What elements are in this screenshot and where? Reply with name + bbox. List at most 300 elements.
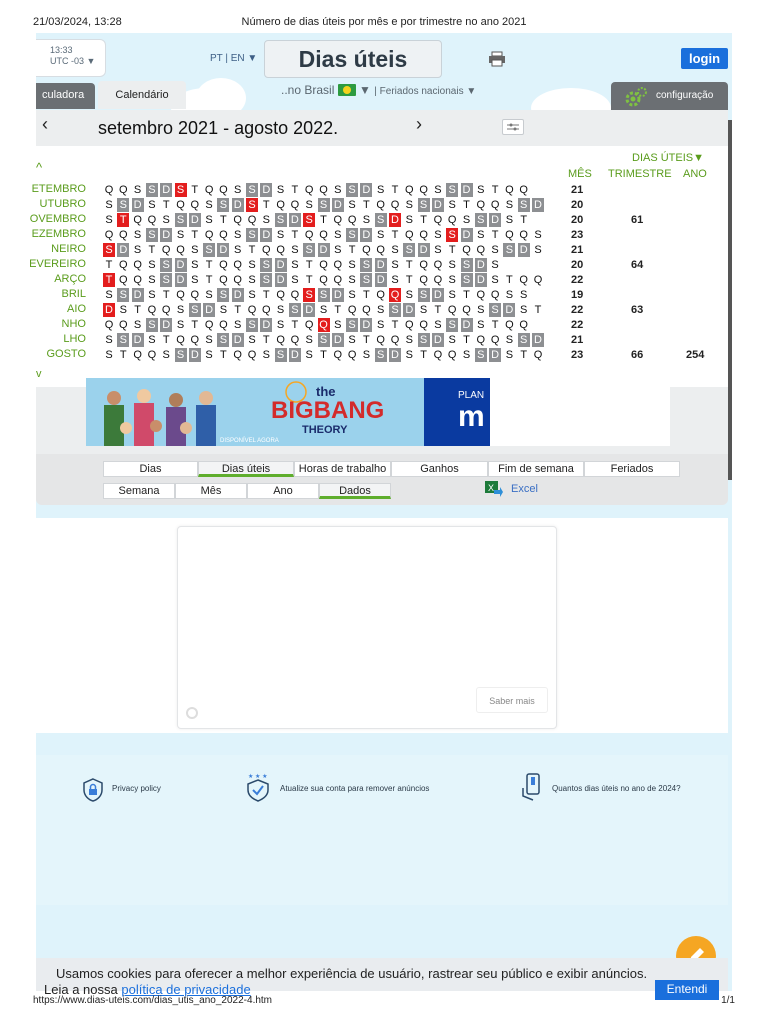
day-cell[interactable]: T bbox=[405, 259, 413, 271]
day-cell[interactable]: Q bbox=[519, 184, 528, 196]
day-cell[interactable]: T bbox=[262, 199, 270, 211]
day-cell[interactable]: Q bbox=[119, 184, 128, 196]
day-cell[interactable]: T bbox=[191, 184, 199, 196]
day-cell[interactable]: Q bbox=[476, 334, 486, 346]
next-period-button[interactable]: › bbox=[416, 114, 422, 134]
day-cell[interactable]: S bbox=[346, 183, 358, 197]
day-cell[interactable]: Q bbox=[505, 184, 514, 196]
tab-ganhos[interactable]: Ganhos bbox=[391, 461, 488, 477]
country-selector[interactable] bbox=[281, 83, 476, 97]
day-cell[interactable]: D bbox=[332, 288, 344, 302]
tab-fim-de-semana[interactable]: Fim de semana bbox=[488, 461, 584, 477]
day-cell[interactable]: S bbox=[391, 244, 399, 256]
day-cell[interactable]: Q bbox=[104, 229, 114, 241]
day-cell[interactable]: T bbox=[363, 334, 370, 346]
day-cell[interactable]: S bbox=[119, 304, 127, 316]
day-cell[interactable]: D bbox=[160, 228, 172, 242]
day-cell[interactable]: Q bbox=[133, 214, 142, 226]
day-cell[interactable]: Q bbox=[219, 184, 228, 196]
tab-semana[interactable]: Semana bbox=[103, 483, 175, 499]
day-cell[interactable]: Q bbox=[419, 259, 428, 271]
day-cell[interactable]: S bbox=[462, 214, 471, 226]
tab-dados[interactable]: Dados bbox=[319, 483, 391, 499]
day-cell[interactable]: S bbox=[534, 229, 542, 241]
day-cell[interactable]: T bbox=[262, 334, 270, 346]
day-cell[interactable]: Q bbox=[119, 319, 128, 331]
day-cell[interactable]: S bbox=[117, 333, 129, 347]
day-cell[interactable]: Q bbox=[233, 214, 242, 226]
day-cell[interactable]: Q bbox=[447, 304, 457, 316]
day-cell[interactable]: S bbox=[234, 319, 242, 331]
day-cell[interactable]: D bbox=[475, 273, 487, 287]
day-cell[interactable]: T bbox=[291, 319, 299, 331]
day-cell[interactable]: S bbox=[405, 214, 413, 226]
day-cell[interactable]: T bbox=[391, 184, 399, 196]
day-cell[interactable]: S bbox=[205, 334, 213, 346]
day-cell[interactable]: S bbox=[105, 349, 113, 361]
day-cell[interactable]: S bbox=[405, 334, 413, 346]
day-cell[interactable]: S bbox=[303, 213, 315, 227]
day-cell[interactable]: S bbox=[405, 199, 413, 211]
day-cell[interactable]: Q bbox=[219, 259, 228, 271]
day-cell[interactable]: Q bbox=[247, 349, 257, 361]
day-cell[interactable]: S bbox=[162, 349, 170, 361]
day-cell[interactable]: S bbox=[446, 318, 458, 332]
day-cell[interactable]: S bbox=[491, 274, 499, 286]
day-cell[interactable]: S bbox=[176, 229, 185, 241]
day-cell[interactable]: S bbox=[518, 333, 530, 347]
day-cell[interactable]: Q bbox=[119, 259, 128, 271]
day-cell[interactable]: T bbox=[291, 229, 299, 241]
day-cell[interactable]: T bbox=[391, 319, 399, 331]
tab-dias-uteis[interactable]: Dias úteis bbox=[198, 461, 294, 477]
day-cell[interactable]: S bbox=[534, 244, 542, 256]
day-cell[interactable]: S bbox=[434, 319, 442, 331]
day-cell[interactable]: Q bbox=[190, 334, 200, 346]
ad-banner[interactable] bbox=[86, 378, 670, 446]
day-cell[interactable]: T bbox=[162, 199, 170, 211]
day-cell[interactable]: Q bbox=[419, 229, 428, 241]
day-cell[interactable]: S bbox=[346, 228, 358, 242]
accept-cookies-button[interactable]: Entendi bbox=[655, 980, 719, 1000]
tab-calculator[interactable]: culadora bbox=[36, 83, 95, 109]
day-cell[interactable]: D bbox=[375, 258, 387, 272]
day-cell[interactable]: S bbox=[148, 274, 156, 286]
day-cell[interactable]: Q bbox=[247, 214, 257, 226]
day-cell[interactable]: D bbox=[489, 213, 501, 227]
day-cell[interactable]: Q bbox=[347, 304, 357, 316]
day-cell[interactable]: Q bbox=[133, 274, 142, 286]
day-cell[interactable]: S bbox=[275, 348, 287, 362]
day-cell[interactable]: S bbox=[217, 198, 229, 212]
day-cell[interactable]: D bbox=[532, 333, 544, 347]
day-cell[interactable]: T bbox=[117, 213, 129, 227]
day-cell[interactable]: S bbox=[477, 229, 485, 241]
day-cell[interactable]: Q bbox=[147, 214, 157, 226]
next-year-question-link[interactable]: Quantos dias úteis no ano de 2024? bbox=[552, 784, 681, 793]
day-cell[interactable]: S bbox=[246, 198, 258, 212]
day-cell[interactable]: S bbox=[148, 199, 156, 211]
day-cell[interactable]: D bbox=[160, 183, 172, 197]
day-cell[interactable]: S bbox=[176, 319, 185, 331]
day-cell[interactable]: Q bbox=[147, 304, 157, 316]
day-cell[interactable]: Q bbox=[333, 274, 343, 286]
day-cell[interactable]: Q bbox=[433, 274, 443, 286]
day-cell[interactable]: Q bbox=[204, 319, 214, 331]
day-cell[interactable]: S bbox=[462, 349, 471, 361]
day-cell[interactable]: Q bbox=[161, 244, 171, 256]
tab-horas-trabalho[interactable]: Horas de trabalho bbox=[294, 461, 391, 477]
day-cell[interactable]: S bbox=[503, 243, 515, 257]
day-cell[interactable]: S bbox=[418, 288, 430, 302]
day-cell[interactable]: Q bbox=[147, 349, 157, 361]
day-cell[interactable]: Q bbox=[376, 289, 385, 301]
day-cell[interactable]: Q bbox=[233, 274, 242, 286]
day-cell[interactable]: T bbox=[491, 319, 499, 331]
day-cell[interactable]: Q bbox=[219, 319, 228, 331]
day-cell[interactable]: S bbox=[276, 229, 285, 241]
day-cell[interactable]: Q bbox=[333, 214, 343, 226]
day-cell[interactable]: D bbox=[332, 333, 344, 347]
day-cell[interactable]: T bbox=[162, 334, 170, 346]
day-cell[interactable]: T bbox=[205, 259, 213, 271]
day-cell[interactable]: S bbox=[520, 289, 528, 301]
page-scrollbar[interactable] bbox=[728, 120, 732, 480]
day-cell[interactable]: Q bbox=[519, 319, 528, 331]
day-cell[interactable]: Q bbox=[376, 244, 385, 256]
day-cell[interactable]: Q bbox=[304, 184, 314, 196]
day-cell[interactable]: S bbox=[334, 244, 342, 256]
day-cell[interactable]: D bbox=[232, 333, 244, 347]
day-cell[interactable]: Q bbox=[304, 229, 314, 241]
day-cell[interactable]: D bbox=[389, 348, 401, 362]
day-cell[interactable]: Q bbox=[447, 214, 457, 226]
day-cell[interactable]: S bbox=[346, 318, 358, 332]
day-cell[interactable]: S bbox=[176, 304, 185, 316]
day-cell[interactable]: S bbox=[191, 244, 199, 256]
day-cell[interactable]: Q bbox=[447, 349, 457, 361]
day-cell[interactable]: Q bbox=[119, 229, 128, 241]
day-cell[interactable]: Q bbox=[419, 319, 428, 331]
day-cell[interactable]: S bbox=[448, 334, 456, 346]
day-cell[interactable]: D bbox=[532, 198, 544, 212]
day-cell[interactable]: Q bbox=[104, 319, 114, 331]
day-cell[interactable]: S bbox=[105, 199, 113, 211]
day-cell[interactable]: S bbox=[105, 334, 113, 346]
day-cell[interactable]: S bbox=[318, 198, 330, 212]
day-cell[interactable]: S bbox=[505, 334, 514, 346]
day-cell[interactable]: T bbox=[220, 214, 227, 226]
learn-more-button[interactable]: Saber mais bbox=[476, 687, 548, 713]
day-cell[interactable]: Q bbox=[390, 334, 400, 346]
day-cell[interactable]: S bbox=[360, 258, 372, 272]
day-cell[interactable]: Q bbox=[304, 319, 314, 331]
day-cell[interactable]: D bbox=[289, 348, 301, 362]
day-cell[interactable]: Q bbox=[533, 274, 543, 286]
day-cell[interactable]: T bbox=[491, 184, 499, 196]
day-cell[interactable]: Q bbox=[390, 199, 400, 211]
day-cell[interactable]: T bbox=[334, 304, 342, 316]
day-cell[interactable]: Q bbox=[276, 199, 285, 211]
day-cell[interactable]: D bbox=[389, 213, 401, 227]
day-cell[interactable]: S bbox=[505, 349, 514, 361]
day-cell[interactable]: S bbox=[520, 304, 528, 316]
day-cell[interactable]: D bbox=[132, 198, 144, 212]
tab-dias[interactable]: Dias bbox=[103, 461, 198, 477]
day-cell[interactable]: Q bbox=[133, 259, 142, 271]
day-cell[interactable]: S bbox=[477, 304, 485, 316]
day-cell[interactable]: Q bbox=[333, 349, 343, 361]
day-cell[interactable]: Q bbox=[476, 244, 486, 256]
day-cell[interactable]: T bbox=[463, 199, 470, 211]
tab-ano[interactable]: Ano bbox=[247, 483, 319, 499]
day-cell[interactable]: S bbox=[434, 184, 442, 196]
day-cell[interactable]: S bbox=[276, 304, 285, 316]
day-cell[interactable]: Q bbox=[161, 304, 171, 316]
day-cell[interactable]: S bbox=[377, 319, 385, 331]
day-cell[interactable]: Q bbox=[419, 274, 428, 286]
day-cell[interactable]: S bbox=[262, 214, 270, 226]
day-cell[interactable]: S bbox=[461, 273, 473, 287]
day-cell[interactable]: T bbox=[363, 199, 370, 211]
prev-period-button[interactable]: ‹ bbox=[42, 114, 48, 134]
day-cell[interactable]: S bbox=[146, 318, 158, 332]
day-cell[interactable]: Q bbox=[362, 244, 371, 256]
excel-icon[interactable] bbox=[484, 480, 504, 498]
day-cell[interactable]: S bbox=[248, 289, 256, 301]
day-cell[interactable]: S bbox=[389, 303, 401, 317]
day-cell[interactable]: S bbox=[117, 288, 129, 302]
day-cell[interactable]: D bbox=[289, 213, 301, 227]
day-cell[interactable]: Q bbox=[490, 334, 500, 346]
day-cell[interactable]: D bbox=[203, 303, 215, 317]
day-cell[interactable]: D bbox=[360, 228, 372, 242]
day-cell[interactable]: Q bbox=[433, 349, 443, 361]
day-cell[interactable]: S bbox=[405, 289, 413, 301]
day-cell[interactable]: S bbox=[246, 183, 258, 197]
day-cell[interactable]: S bbox=[276, 184, 285, 196]
day-cell[interactable]: Q bbox=[133, 349, 142, 361]
day-cell[interactable]: Q bbox=[190, 199, 200, 211]
day-cell[interactable]: Q bbox=[276, 289, 285, 301]
day-cell[interactable]: S bbox=[434, 244, 442, 256]
day-cell[interactable]: D bbox=[260, 228, 272, 242]
day-cell[interactable]: S bbox=[160, 258, 172, 272]
day-cell[interactable]: Q bbox=[319, 184, 328, 196]
day-cell[interactable]: S bbox=[303, 288, 315, 302]
day-cell[interactable]: S bbox=[117, 198, 129, 212]
day-cell[interactable]: D bbox=[489, 348, 501, 362]
day-cell[interactable]: D bbox=[217, 243, 229, 257]
day-cell[interactable]: S bbox=[360, 273, 372, 287]
day-cell[interactable]: D bbox=[432, 333, 444, 347]
day-cell[interactable]: Q bbox=[419, 184, 428, 196]
day-cell[interactable]: S bbox=[191, 259, 199, 271]
day-cell[interactable]: Q bbox=[519, 229, 528, 241]
day-cell[interactable]: S bbox=[217, 288, 229, 302]
day-cell[interactable]: S bbox=[319, 304, 328, 316]
day-cell[interactable]: S bbox=[146, 183, 158, 197]
day-cell[interactable]: S bbox=[477, 184, 485, 196]
day-cell[interactable]: T bbox=[520, 214, 528, 226]
day-cell[interactable]: S bbox=[334, 319, 342, 331]
day-cell[interactable]: S bbox=[375, 348, 387, 362]
day-cell[interactable]: T bbox=[291, 184, 299, 196]
day-cell[interactable]: T bbox=[363, 289, 370, 301]
col-dias-uteis[interactable]: DIAS ÚTEIS▼ bbox=[632, 152, 705, 164]
day-cell[interactable]: D bbox=[403, 303, 415, 317]
day-cell[interactable]: D bbox=[461, 318, 473, 332]
day-cell[interactable]: T bbox=[534, 304, 542, 316]
day-cell[interactable]: S bbox=[148, 289, 156, 301]
day-cell[interactable]: D bbox=[132, 333, 144, 347]
day-cell[interactable]: Q bbox=[519, 274, 528, 286]
language-selector[interactable]: PT | EN ▼ bbox=[210, 53, 258, 64]
day-cell[interactable]: S bbox=[133, 229, 142, 241]
day-cell[interactable]: S bbox=[175, 348, 187, 362]
day-cell[interactable]: S bbox=[248, 274, 256, 286]
day-cell[interactable]: Q bbox=[176, 199, 185, 211]
day-cell[interactable]: T bbox=[234, 304, 242, 316]
day-cell[interactable]: T bbox=[320, 214, 327, 226]
day-cell[interactable]: S bbox=[246, 318, 258, 332]
day-cell[interactable]: D bbox=[232, 288, 244, 302]
day-cell[interactable]: Q bbox=[490, 289, 500, 301]
day-cell[interactable]: S bbox=[418, 198, 430, 212]
day-cell[interactable]: D bbox=[332, 198, 344, 212]
day-cell[interactable]: Q bbox=[505, 229, 514, 241]
day-cell[interactable]: D bbox=[418, 243, 430, 257]
day-cell[interactable]: Q bbox=[533, 349, 543, 361]
day-cell[interactable]: S bbox=[475, 348, 487, 362]
day-cell[interactable]: S bbox=[260, 273, 272, 287]
day-cell[interactable]: S bbox=[291, 259, 299, 271]
day-cell[interactable]: D bbox=[432, 198, 444, 212]
day-cell[interactable]: S bbox=[275, 213, 287, 227]
day-cell[interactable]: S bbox=[362, 214, 371, 226]
day-cell[interactable]: S bbox=[205, 214, 213, 226]
day-cell[interactable]: T bbox=[305, 259, 313, 271]
day-cell[interactable]: S bbox=[518, 198, 530, 212]
day-cell[interactable]: T bbox=[205, 274, 213, 286]
day-cell[interactable]: S bbox=[461, 258, 473, 272]
day-cell[interactable]: D bbox=[518, 243, 530, 257]
tab-calendar[interactable]: Calendário bbox=[98, 81, 186, 109]
day-cell[interactable]: S bbox=[260, 258, 272, 272]
day-cell[interactable]: D bbox=[503, 303, 515, 317]
tab-feriados[interactable]: Feriados bbox=[584, 461, 680, 477]
day-cell[interactable]: T bbox=[262, 289, 270, 301]
day-cell[interactable]: S bbox=[133, 244, 142, 256]
day-cell[interactable]: S bbox=[217, 333, 229, 347]
day-cell[interactable]: S bbox=[248, 334, 256, 346]
day-cell[interactable]: D bbox=[260, 318, 272, 332]
day-cell[interactable]: S bbox=[219, 304, 228, 316]
day-cell[interactable]: S bbox=[289, 303, 301, 317]
site-logo[interactable]: Dias úteis bbox=[264, 40, 442, 78]
day-cell[interactable]: S bbox=[448, 259, 456, 271]
day-cell[interactable]: S bbox=[377, 229, 385, 241]
day-cell[interactable]: S bbox=[291, 274, 299, 286]
day-cell[interactable]: S bbox=[448, 274, 456, 286]
day-cell[interactable]: S bbox=[133, 184, 142, 196]
day-cell[interactable]: T bbox=[520, 349, 528, 361]
config-button[interactable] bbox=[611, 82, 728, 110]
ad-choices-icon[interactable] bbox=[184, 705, 200, 721]
day-cell[interactable]: S bbox=[434, 229, 442, 241]
day-cell[interactable]: Q bbox=[319, 319, 328, 331]
day-cell[interactable]: S bbox=[505, 214, 514, 226]
privacy-policy-link[interactable]: Privacy policy bbox=[112, 784, 161, 793]
day-cell[interactable]: S bbox=[391, 274, 399, 286]
day-cell[interactable]: Q bbox=[347, 349, 357, 361]
day-cell[interactable]: Q bbox=[190, 289, 200, 301]
day-cell[interactable]: T bbox=[448, 244, 456, 256]
day-cell[interactable]: S bbox=[391, 259, 399, 271]
day-cell[interactable]: Q bbox=[319, 274, 328, 286]
day-cell[interactable]: S bbox=[334, 184, 342, 196]
day-cell[interactable]: D bbox=[303, 303, 315, 317]
day-cell[interactable]: S bbox=[491, 259, 499, 271]
day-cell[interactable]: Q bbox=[204, 229, 214, 241]
day-cell[interactable]: Q bbox=[262, 304, 271, 316]
day-cell[interactable]: S bbox=[375, 213, 387, 227]
day-cell[interactable]: S bbox=[419, 304, 428, 316]
day-cell[interactable]: Q bbox=[104, 184, 114, 196]
day-cell[interactable]: Q bbox=[176, 289, 185, 301]
day-cell[interactable]: D bbox=[360, 318, 372, 332]
day-cell[interactable]: D bbox=[318, 243, 330, 257]
day-cell[interactable]: D bbox=[103, 303, 115, 317]
filter-icon[interactable] bbox=[502, 119, 524, 135]
day-cell[interactable]: S bbox=[305, 349, 313, 361]
day-cell[interactable]: Q bbox=[119, 274, 128, 286]
day-cell[interactable]: S bbox=[191, 274, 199, 286]
day-cell[interactable]: T bbox=[434, 304, 442, 316]
day-cell[interactable]: T bbox=[148, 244, 156, 256]
day-cell[interactable]: S bbox=[276, 319, 285, 331]
day-cell[interactable]: T bbox=[463, 334, 470, 346]
day-cell[interactable]: D bbox=[175, 258, 187, 272]
day-cell[interactable]: T bbox=[305, 274, 313, 286]
day-cell[interactable]: S bbox=[234, 229, 242, 241]
day-cell[interactable]: S bbox=[318, 333, 330, 347]
day-cell[interactable]: T bbox=[420, 214, 427, 226]
day-cell[interactable]: T bbox=[162, 289, 170, 301]
day-cell[interactable]: D bbox=[461, 183, 473, 197]
day-cell[interactable]: S bbox=[105, 214, 113, 226]
day-cell[interactable]: Q bbox=[347, 214, 357, 226]
ad-frame[interactable] bbox=[177, 526, 557, 729]
day-cell[interactable]: D bbox=[132, 288, 144, 302]
day-cell[interactable]: S bbox=[362, 349, 371, 361]
day-cell[interactable]: T bbox=[103, 273, 115, 287]
scroll-up-arrow[interactable]: ^ bbox=[36, 160, 43, 175]
day-cell[interactable]: Q bbox=[319, 259, 328, 271]
privacy-policy-inline-link[interactable]: política de privacidade bbox=[121, 982, 251, 997]
day-cell[interactable]: S bbox=[162, 214, 170, 226]
day-cell[interactable]: S bbox=[148, 259, 156, 271]
day-cell[interactable]: S bbox=[403, 243, 415, 257]
day-cell[interactable]: Q bbox=[433, 259, 443, 271]
day-cell[interactable]: T bbox=[420, 349, 427, 361]
day-cell[interactable]: S bbox=[262, 349, 270, 361]
day-cell[interactable]: Q bbox=[376, 334, 385, 346]
day-cell[interactable]: S bbox=[148, 334, 156, 346]
day-cell[interactable]: S bbox=[405, 349, 413, 361]
day-cell[interactable]: S bbox=[175, 213, 187, 227]
day-cell[interactable]: S bbox=[418, 333, 430, 347]
